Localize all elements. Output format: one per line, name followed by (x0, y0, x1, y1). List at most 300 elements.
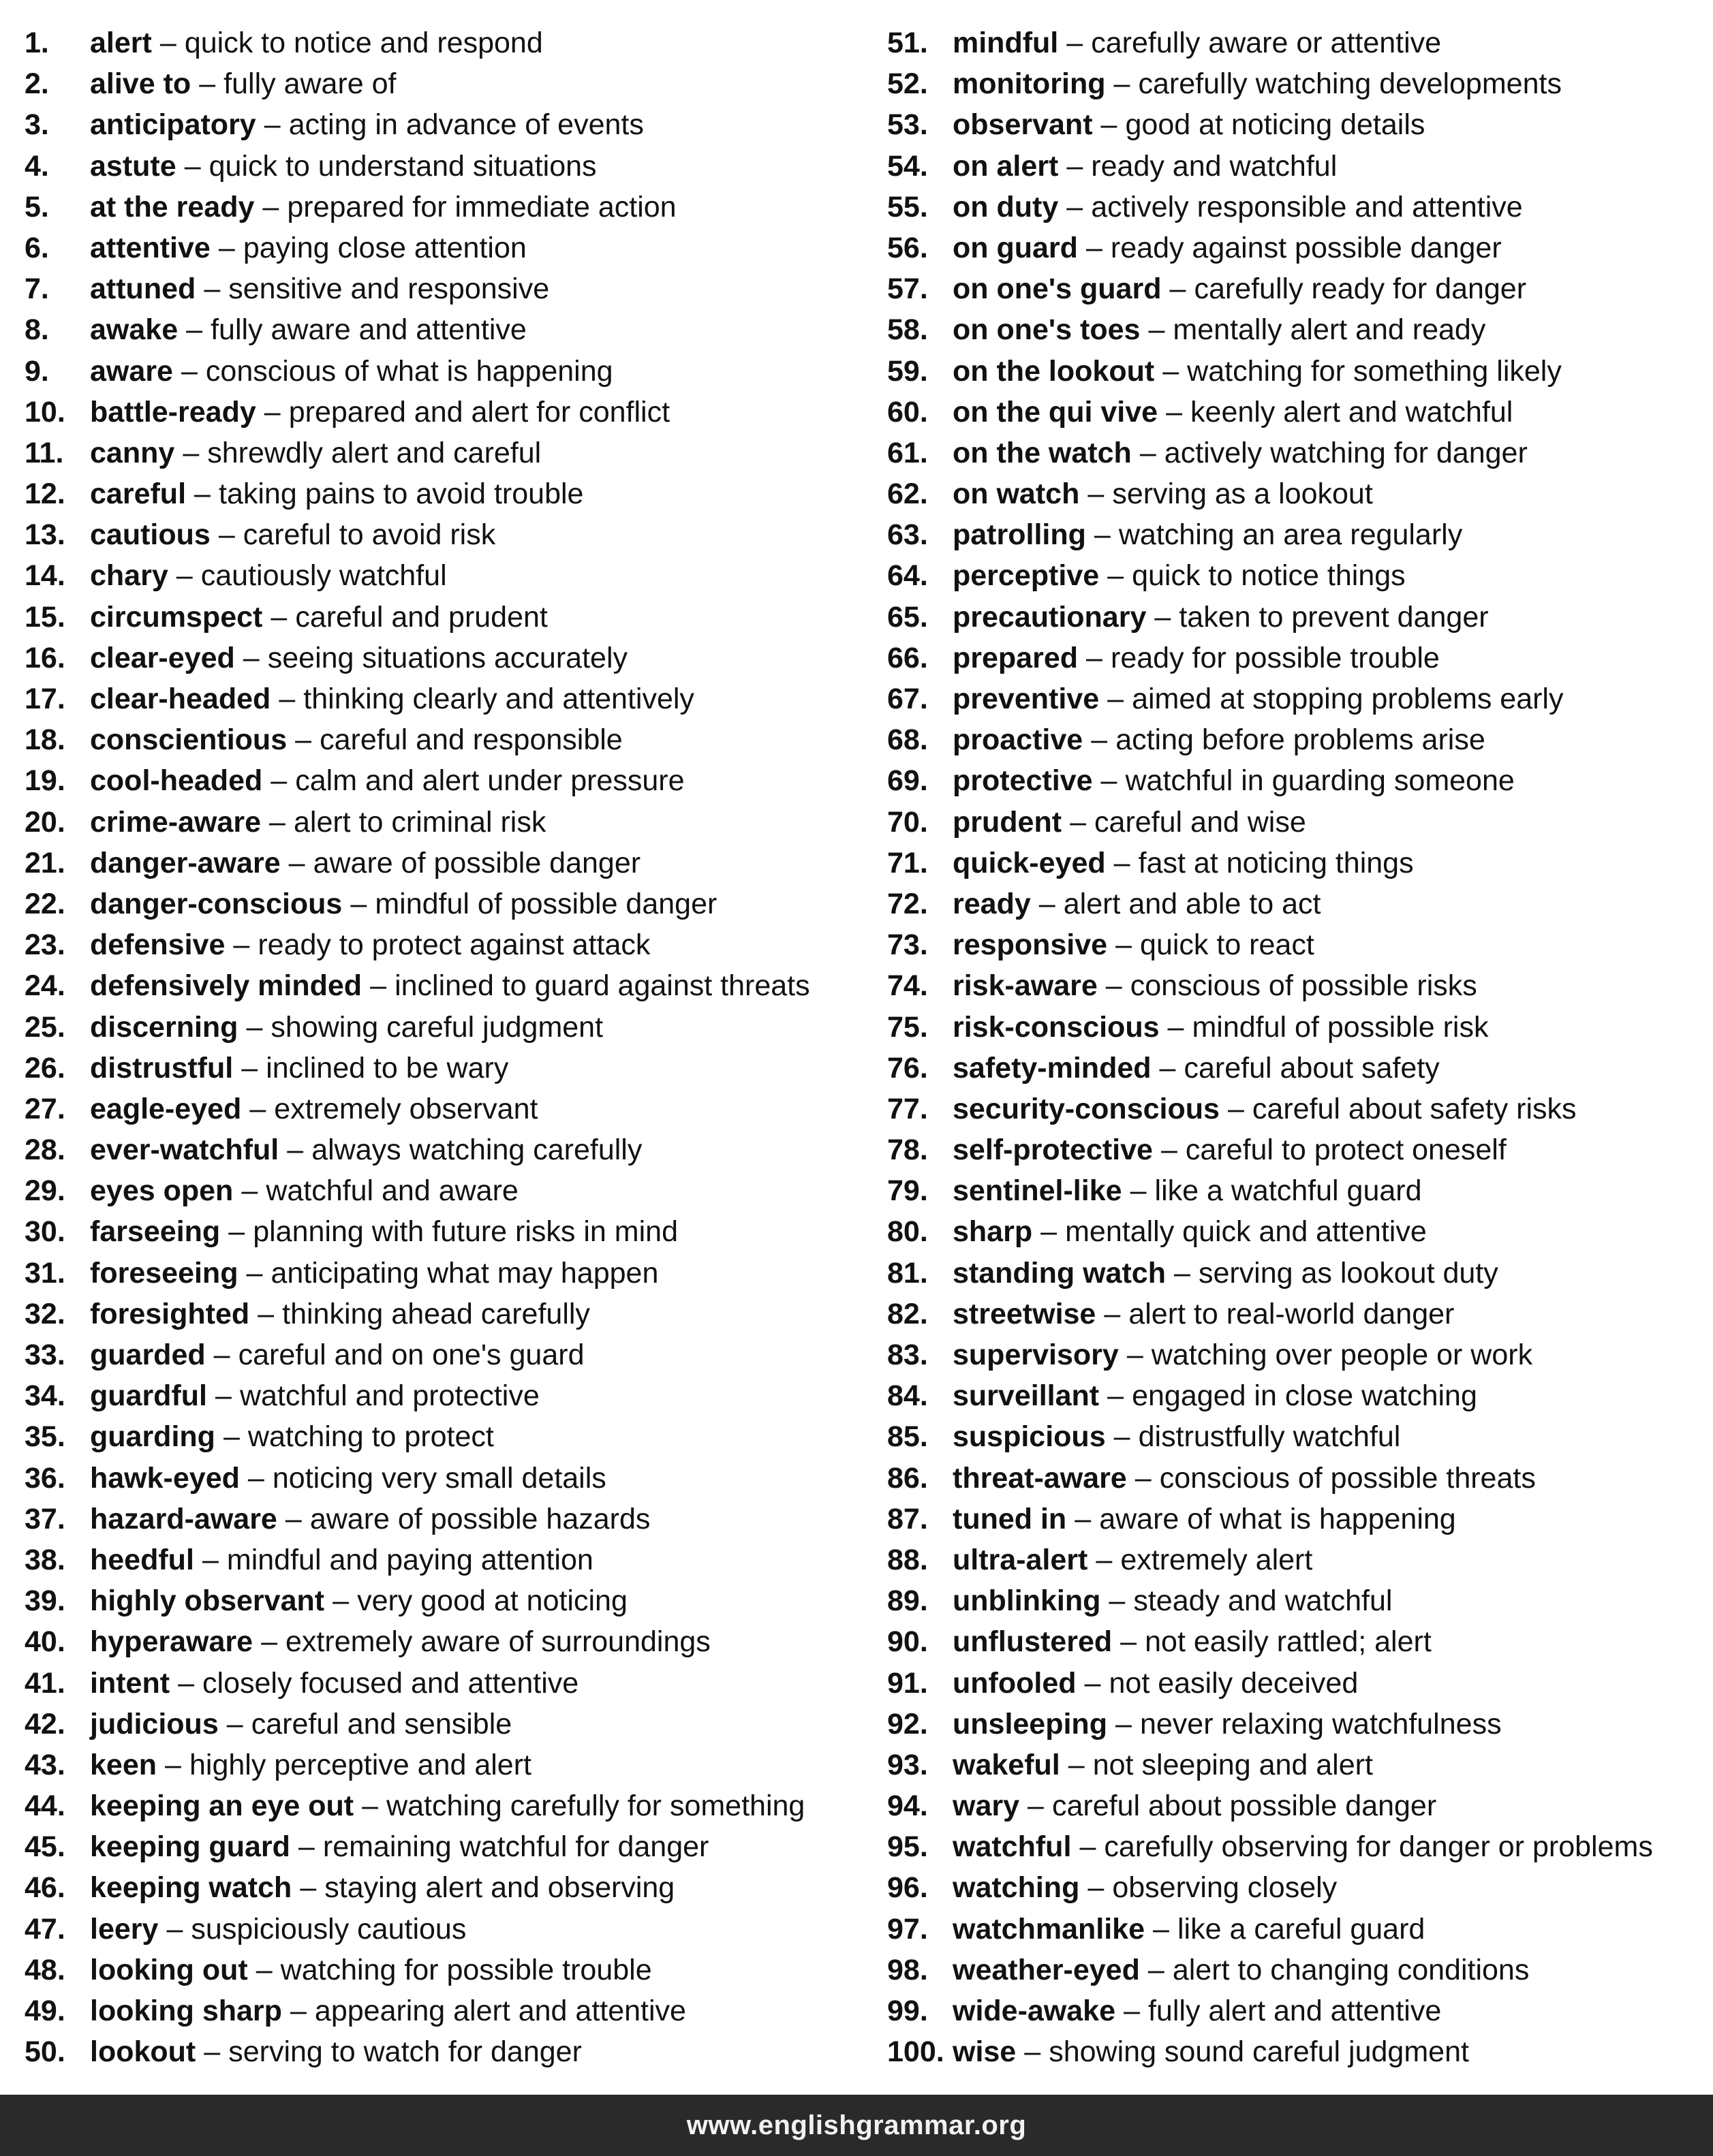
list-item (25, 2031, 876, 2072)
list-item (887, 514, 1708, 555)
entry-word: aware (90, 354, 173, 388)
list-item (25, 309, 876, 350)
entry-word: on the qui vive (953, 395, 1158, 428)
entry-number: 80. (887, 1215, 928, 1249)
entry-number: 25. (25, 1010, 65, 1044)
list-item (25, 473, 876, 514)
entry-word: astute (90, 149, 176, 183)
entry-number: 64. (887, 559, 928, 593)
list-item (887, 268, 1708, 309)
entry-number: 5. (25, 190, 49, 223)
list-item (887, 924, 1708, 965)
entry-number: 88. (887, 1543, 928, 1576)
entry-word: watchful (953, 1830, 1072, 1864)
entry-number: 67. (887, 683, 928, 715)
entry-word: wary (953, 1790, 1020, 1823)
entry-number: 21. (25, 846, 65, 879)
list-item (887, 473, 1708, 514)
entry-definition: aware of what is happening (1099, 1502, 1456, 1535)
entry-definition: mentally alert and ready (1173, 313, 1486, 347)
entry-word: defensive (90, 928, 226, 962)
entry-definition: not sleeping and alert (1092, 1748, 1373, 1781)
entry-separator: – (1160, 1134, 1177, 1167)
entry-number: 15. (25, 600, 65, 634)
entry-word: keeping guard (90, 1830, 290, 1864)
entry-definition: prepared for immediate action (287, 190, 677, 223)
entry-separator: – (1135, 1461, 1152, 1495)
entry-number: 75. (887, 1010, 928, 1044)
entry-word: standing watch (953, 1256, 1166, 1290)
entry-separator: – (1094, 518, 1111, 552)
entry-separator: – (1169, 272, 1186, 306)
entry-word: looking out (90, 1953, 248, 1986)
entry-definition: showing sound careful judgment (1049, 2035, 1469, 2069)
entry-definition: watchful and aware (266, 1174, 519, 1208)
entry-definition: alert and able to act (1063, 887, 1321, 920)
entry-definition: fully aware and attentive (211, 313, 527, 347)
list-item (887, 392, 1708, 433)
entry-word: prepared (953, 641, 1079, 674)
list-item (887, 351, 1708, 392)
entry-word: proactive (953, 723, 1083, 757)
list-item (25, 597, 876, 638)
entry-word: unflustered (953, 1625, 1113, 1659)
entry-number: 77. (887, 1092, 928, 1125)
entry-number: 84. (887, 1379, 928, 1413)
entry-word: guardful (90, 1379, 207, 1413)
entry-definition: showing careful judgment (271, 1010, 604, 1044)
list-item (25, 392, 876, 433)
entry-number: 63. (887, 518, 928, 552)
entry-separator: – (1154, 600, 1171, 634)
entry-number: 28. (25, 1134, 65, 1167)
entry-separator: – (226, 1707, 243, 1740)
entry-separator: – (186, 313, 203, 347)
entry-number: 41. (25, 1666, 65, 1700)
word-list-column-left (25, 22, 876, 2072)
entry-definition: careful about possible danger (1052, 1790, 1437, 1823)
list-item (25, 1621, 876, 1662)
entry-separator: – (258, 1297, 275, 1330)
entry-number: 56. (887, 231, 928, 264)
entry-number: 92. (887, 1707, 928, 1740)
entry-definition: actively responsible and attentive (1091, 190, 1523, 223)
list-item (25, 1950, 876, 1990)
entry-definition: like a watchful guard (1154, 1174, 1422, 1208)
entry-word: circumspect (90, 600, 263, 634)
entry-definition: watchful in guarding someone (1125, 764, 1515, 798)
list-item (25, 884, 876, 924)
entry-number: 96. (887, 1871, 928, 1905)
entry-definition: cautiously watchful (200, 559, 447, 593)
list-item (25, 514, 876, 555)
entry-separator: – (1174, 1256, 1190, 1290)
entry-definition: mindful of possible danger (375, 887, 717, 920)
list-item (887, 1785, 1708, 1826)
entry-word: watchmanlike (953, 1912, 1145, 1946)
entry-number: 24. (25, 969, 65, 1003)
entry-word: at the ready (90, 190, 255, 223)
list-item (25, 146, 876, 187)
entry-separator: – (1079, 1830, 1096, 1864)
entry-word: precautionary (953, 600, 1147, 634)
entry-separator: – (271, 764, 288, 798)
entry-definition: quick to understand situations (209, 149, 597, 183)
list-item (887, 22, 1708, 63)
entry-separator: – (1115, 928, 1132, 962)
entry-number: 65. (887, 600, 928, 634)
entry-separator: – (249, 1092, 266, 1125)
entry-number: 60. (887, 395, 928, 428)
entry-number: 29. (25, 1174, 65, 1208)
entry-number: 81. (887, 1256, 928, 1290)
entry-word: danger-aware (90, 846, 281, 879)
entry-definition: acting in advance of events (288, 108, 644, 142)
list-item (25, 1909, 876, 1950)
entry-word: guarded (90, 1339, 206, 1371)
entry-definition: mindful of possible risk (1192, 1010, 1489, 1044)
entry-separator: – (1028, 1790, 1044, 1823)
entry-definition: closely focused and attentive (202, 1666, 579, 1700)
entry-separator: – (166, 1912, 183, 1946)
list-item (887, 1950, 1708, 1990)
entry-separator: – (1227, 1092, 1244, 1125)
entry-separator: – (1126, 1339, 1143, 1371)
entry-number: 10. (25, 395, 65, 428)
entry-separator: – (262, 190, 279, 223)
list-item (25, 1704, 876, 1745)
entry-definition: ready and watchful (1091, 149, 1338, 183)
entry-definition: good at noticing details (1125, 108, 1425, 142)
entry-definition: keenly alert and watchful (1190, 395, 1513, 428)
entry-word: monitoring (953, 67, 1106, 101)
entry-number: 35. (25, 1420, 65, 1454)
entry-word: wise (953, 2035, 1017, 2069)
word-list-column-right (887, 22, 1708, 2072)
entry-separator: – (333, 1584, 350, 1618)
entry-definition: careful and on one's guard (238, 1339, 585, 1371)
entry-separator: – (1113, 846, 1130, 879)
list-item (25, 228, 876, 268)
entry-separator: – (218, 518, 235, 552)
entry-number: 49. (25, 1995, 65, 2027)
entry-separator: – (1159, 1051, 1176, 1084)
entry-word: unsleeping (953, 1707, 1107, 1740)
entry-word: eagle-eyed (90, 1092, 242, 1125)
entry-definition: calm and alert under pressure (295, 764, 685, 798)
entry-separator: – (1100, 764, 1117, 798)
entry-number: 17. (25, 683, 65, 715)
list-item (25, 1580, 876, 1621)
entry-separator: – (204, 272, 221, 306)
list-item (887, 1909, 1708, 1950)
list-item (887, 802, 1708, 843)
entry-separator: – (1107, 683, 1124, 715)
entry-number: 58. (887, 313, 928, 347)
entry-word: crime-aware (90, 805, 261, 839)
list-item (887, 1253, 1708, 1294)
entry-definition: thinking ahead carefully (282, 1297, 590, 1330)
entry-number: 83. (887, 1339, 928, 1371)
list-item (25, 1663, 876, 1704)
entry-word: safety-minded (953, 1051, 1152, 1084)
entry-number: 16. (25, 641, 65, 674)
entry-word: risk-conscious (953, 1010, 1160, 1044)
list-item (887, 228, 1708, 268)
list-item (887, 187, 1708, 228)
entry-definition: conscious of possible risks (1130, 969, 1477, 1003)
entry-separator: – (1166, 395, 1182, 428)
list-item (25, 1826, 876, 1867)
entry-number: 20. (25, 805, 65, 839)
entry-definition: fully aware of (223, 67, 397, 101)
entry-definition: inclined to guard against threats (395, 969, 810, 1003)
entry-word: preventive (953, 683, 1100, 715)
entry-definition: serving as lookout duty (1198, 1256, 1498, 1290)
entry-word: careful (90, 478, 187, 511)
entry-definition: not easily deceived (1109, 1666, 1359, 1700)
entry-separator: – (247, 1461, 264, 1495)
entry-number: 37. (25, 1502, 65, 1535)
entry-word: responsive (953, 928, 1108, 962)
entry-word: discerning (90, 1010, 238, 1044)
entry-number: 95. (887, 1830, 928, 1864)
entry-word: intent (90, 1666, 170, 1700)
entry-word: foreseeing (90, 1256, 238, 1290)
entry-separator: – (1100, 108, 1117, 142)
entry-definition: alert to changing conditions (1172, 1953, 1530, 1986)
entry-number: 3. (25, 108, 49, 142)
entry-word: wakeful (953, 1748, 1060, 1781)
list-item (25, 187, 876, 228)
entry-number: 42. (25, 1707, 65, 1740)
entry-number: 18. (25, 723, 65, 757)
list-item (25, 1458, 876, 1499)
entry-definition: careful and wise (1094, 805, 1306, 839)
list-item (887, 1211, 1708, 1252)
entry-definition: extremely aware of surroundings (286, 1625, 711, 1659)
entry-number: 66. (887, 641, 928, 674)
entry-word: prudent (953, 805, 1062, 839)
entry-definition: watching for possible trouble (280, 1953, 652, 1986)
entry-definition: fully alert and attentive (1147, 1995, 1442, 2027)
entry-number: 4. (25, 149, 49, 183)
entry-definition: always watching carefully (311, 1134, 643, 1167)
entry-definition: seeing situations accurately (267, 641, 628, 674)
list-item (887, 104, 1708, 145)
entry-separator: – (285, 1502, 302, 1535)
entry-separator: – (1086, 641, 1102, 674)
list-item (25, 22, 876, 63)
entry-number: 50. (25, 2035, 65, 2069)
entry-separator: – (176, 559, 193, 593)
entry-word: tuned in (953, 1502, 1067, 1535)
list-item (887, 1540, 1708, 1580)
list-item (25, 843, 876, 884)
entry-separator: – (1087, 478, 1105, 511)
list-item (887, 1170, 1708, 1211)
entry-word: perceptive (953, 559, 1100, 593)
entry-separator: – (215, 1379, 232, 1413)
entry-number: 89. (887, 1584, 928, 1618)
entry-separator: – (181, 354, 198, 388)
entry-number: 11. (25, 436, 64, 469)
list-item (25, 965, 876, 1006)
entry-word: unblinking (953, 1584, 1101, 1618)
entry-number: 45. (25, 1830, 65, 1864)
entry-definition: aware of possible danger (313, 846, 641, 879)
entry-separator: – (269, 805, 286, 839)
entry-separator: – (1139, 436, 1156, 469)
entry-separator: – (1107, 1379, 1124, 1413)
list-item (887, 1334, 1708, 1375)
entry-number: 32. (25, 1297, 65, 1330)
entry-word: ever-watchful (90, 1134, 279, 1167)
list-item (25, 433, 876, 473)
entry-word: alive to (90, 67, 191, 101)
list-item (25, 1375, 876, 1416)
entry-separator: – (290, 1995, 307, 2027)
entry-separator: – (1107, 559, 1124, 593)
list-item (25, 63, 876, 104)
entry-separator: – (1109, 1584, 1126, 1618)
entry-word: on duty (953, 190, 1059, 223)
list-item (25, 1129, 876, 1170)
footer-url: www.englishgrammar.org (686, 2110, 1027, 2140)
entry-number: 23. (25, 928, 65, 962)
entry-number: 36. (25, 1461, 65, 1495)
entry-word: farseeing (90, 1215, 221, 1249)
entry-word: hawk-eyed (90, 1461, 240, 1495)
list-item (887, 1458, 1708, 1499)
entry-number: 73. (887, 928, 928, 962)
list-item (887, 678, 1708, 719)
entry-word: conscientious (90, 723, 288, 757)
entry-word: on one's toes (953, 313, 1141, 347)
entry-definition: distrustfully watchful (1138, 1420, 1401, 1454)
entry-separator: – (1075, 1502, 1092, 1535)
entry-separator: – (256, 1953, 273, 1986)
entry-definition: careful and responsible (320, 723, 623, 757)
entry-word: patrolling (953, 518, 1086, 552)
entry-definition: carefully observing for danger or problems (1104, 1830, 1653, 1864)
entry-definition: alert to criminal risk (293, 805, 546, 839)
list-item (887, 1089, 1708, 1129)
entry-separator: – (178, 1666, 194, 1700)
entry-separator: – (228, 1215, 245, 1249)
entry-separator: – (194, 478, 211, 511)
entry-number: 47. (25, 1912, 65, 1946)
entry-separator: – (295, 723, 312, 757)
entry-definition: shrewdly alert and careful (207, 436, 542, 469)
entry-number: 94. (887, 1790, 928, 1823)
entry-number: 55. (887, 190, 928, 223)
entry-number: 44. (25, 1790, 65, 1823)
entry-number: 19. (25, 764, 65, 798)
list-item (25, 1253, 876, 1294)
list-item (25, 1334, 876, 1375)
entry-word: clear-headed (90, 683, 271, 715)
entry-separator: – (213, 1339, 230, 1371)
list-item (25, 1745, 876, 1785)
list-item (887, 843, 1708, 884)
entry-number: 99. (887, 1995, 928, 2027)
entry-definition: aimed at stopping problems early (1132, 683, 1564, 715)
entry-separator: – (1066, 149, 1083, 183)
entry-number: 98. (887, 1953, 928, 1986)
entry-separator: – (1066, 27, 1083, 59)
list-item (25, 1211, 876, 1252)
entry-word: watching (953, 1871, 1080, 1905)
entry-number: 7. (25, 272, 49, 306)
entry-word: alert (90, 27, 152, 59)
list-item (887, 884, 1708, 924)
entry-number: 69. (887, 764, 928, 798)
list-item (887, 146, 1708, 187)
entry-definition: mindful and paying attention (226, 1543, 593, 1576)
entry-word: eyes open (90, 1174, 234, 1208)
entry-definition: like a careful guard (1177, 1912, 1425, 1946)
entry-number: 33. (25, 1339, 65, 1371)
entry-definition: careful to avoid risk (243, 518, 496, 552)
entry-number: 72. (887, 887, 928, 920)
entry-definition: watching carefully for something (386, 1790, 805, 1823)
entry-number: 54. (887, 149, 928, 183)
entry-number: 74. (887, 969, 928, 1003)
entry-definition: steady and watchful (1133, 1584, 1393, 1618)
entry-separator: – (1105, 969, 1122, 1003)
list-item (887, 719, 1708, 760)
list-item (887, 2031, 1708, 2072)
entry-number: 27. (25, 1092, 65, 1125)
entry-word: supervisory (953, 1339, 1119, 1371)
entry-separator: – (287, 1134, 304, 1167)
entry-separator: – (370, 969, 387, 1003)
entry-number: 12. (25, 478, 65, 511)
list-item (25, 1007, 876, 1048)
list-item (887, 1663, 1708, 1704)
entry-separator: – (1162, 354, 1179, 388)
entry-definition: thinking clearly and attentively (303, 683, 694, 715)
list-item (887, 760, 1708, 801)
list-item (887, 1007, 1708, 1048)
entry-number: 57. (887, 272, 928, 306)
entry-word: security-conscious (953, 1092, 1220, 1125)
entry-separator: – (1091, 723, 1108, 757)
list-item (25, 924, 876, 965)
entry-word: chary (90, 559, 168, 593)
entry-word: sentinel-like (953, 1174, 1122, 1208)
entry-separator: – (1024, 2035, 1041, 2069)
list-item (887, 63, 1708, 104)
entry-definition: ready against possible danger (1110, 231, 1502, 264)
entry-number: 39. (25, 1584, 65, 1618)
entry-number: 38. (25, 1543, 65, 1576)
list-item (887, 638, 1708, 678)
entry-definition: observing closely (1112, 1871, 1338, 1905)
entry-definition: taking pains to avoid trouble (219, 478, 584, 511)
entry-word: cautious (90, 518, 211, 552)
entry-definition: paying close attention (243, 231, 527, 264)
entry-word: canny (90, 436, 175, 469)
entry-separator: – (1147, 1953, 1164, 1986)
entry-separator: – (362, 1790, 379, 1823)
entry-definition: prepared and alert for conflict (288, 395, 670, 428)
list-item (887, 597, 1708, 638)
entry-number: 100. (887, 2035, 944, 2069)
entry-number: 8. (25, 313, 49, 347)
list-item (887, 1294, 1708, 1334)
